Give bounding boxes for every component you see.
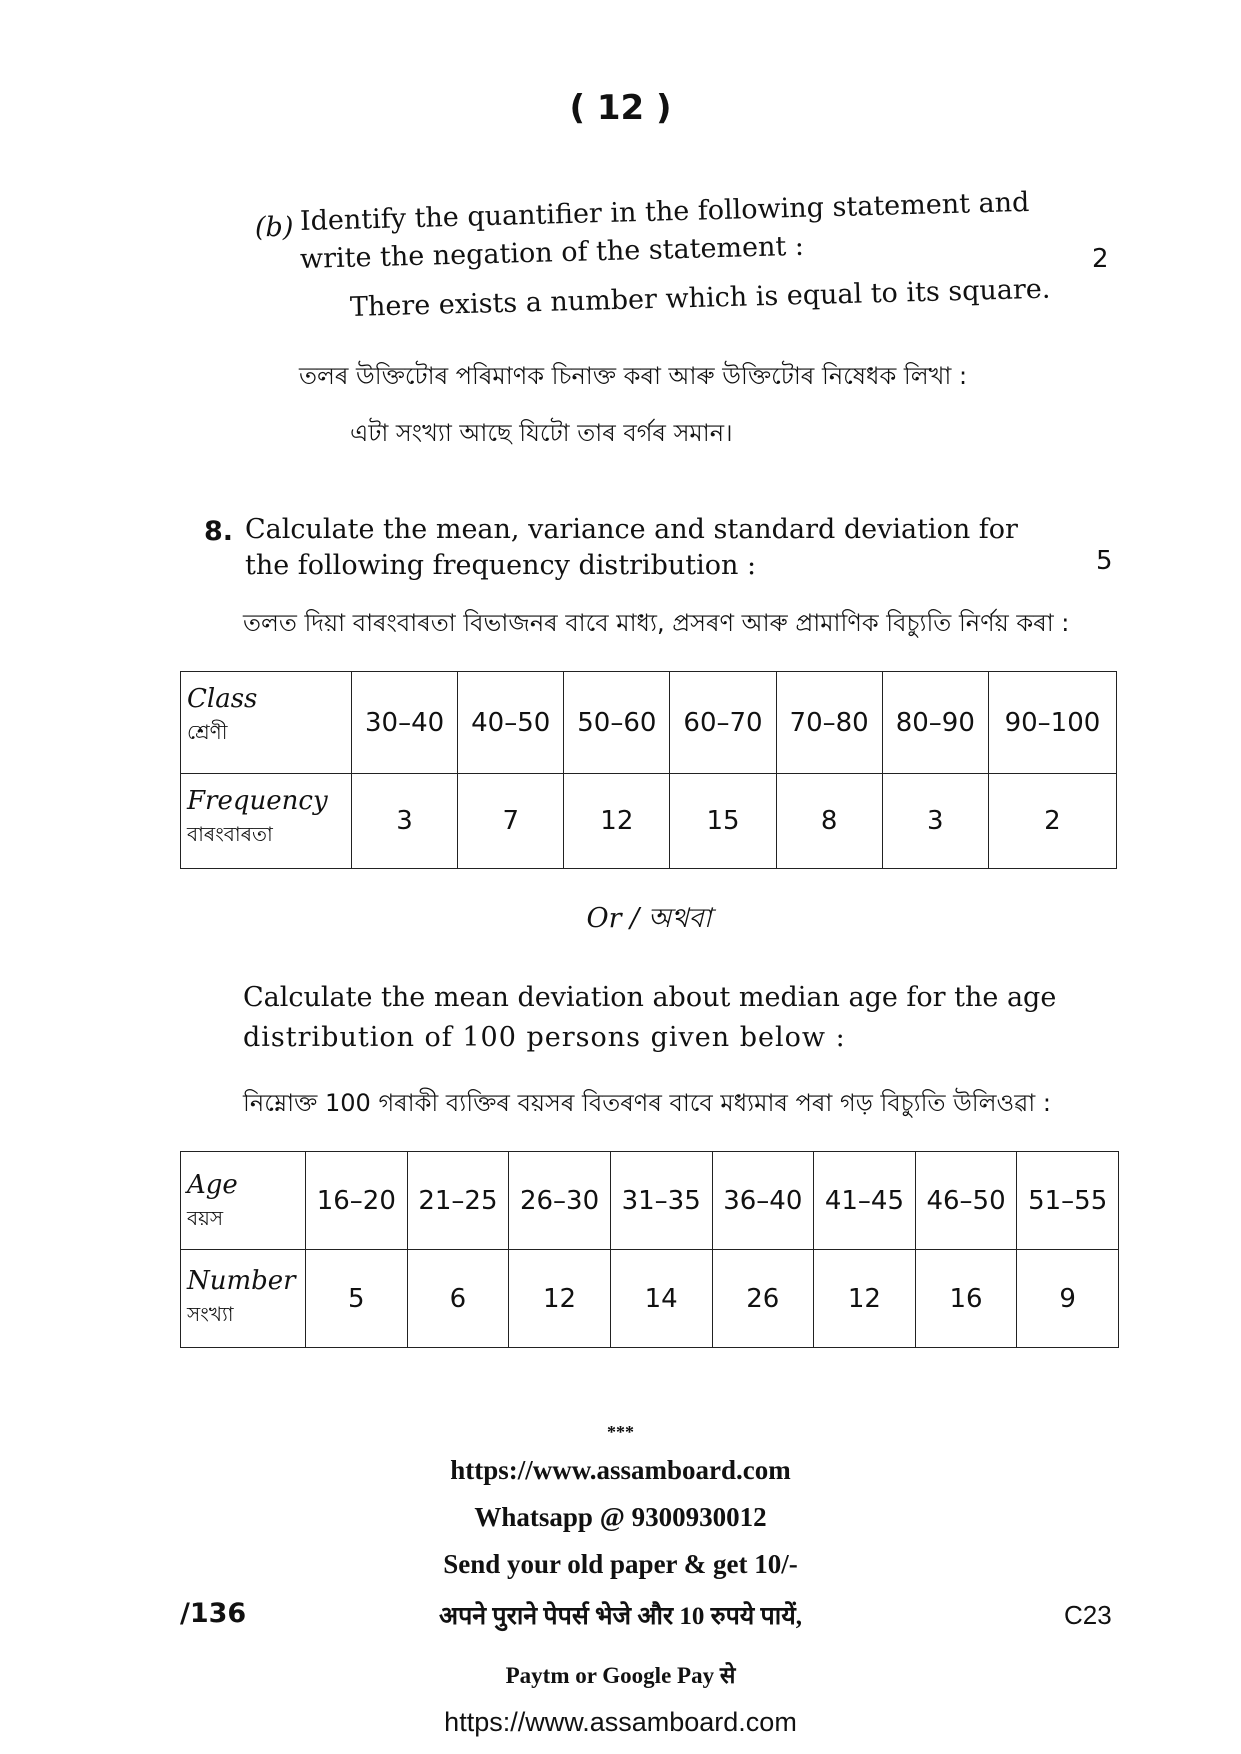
alt-assamese-question: নিম্নোক্ত 100 গৰাকী ব্যক্তিৰ বয়সৰ বিতৰণৰ বাবে মধ্যমাৰ পৰা গড় বিচ্যুতি উলিওৱা : [243, 1089, 1051, 1117]
question-text-line2: write the negation of the statement : [299, 230, 805, 275]
table-cell: 21–25 [407, 1152, 509, 1250]
table-cell: 26–30 [509, 1152, 611, 1250]
table-cell: 31–35 [610, 1152, 712, 1250]
table-cell: 30–40 [352, 672, 458, 774]
table-cell: 5 [306, 1250, 408, 1348]
row-header [181, 774, 352, 869]
table-cell: 2 [988, 774, 1116, 869]
whatsapp-contact: Whatsapp @ 9300930012 [474, 1502, 767, 1532]
question-text-line1: Calculate the mean, variance and standard deviation for [245, 514, 1018, 545]
table-cell: 70–80 [776, 672, 882, 774]
table-cell: 46–50 [915, 1152, 1017, 1250]
table-cell: 12 [564, 774, 670, 869]
table-cell: 50–60 [564, 672, 670, 774]
row-sublabel: সংখ্যা [187, 1302, 234, 1326]
question-text-line2: the following frequency distribution : [245, 550, 757, 581]
question-text-line1: Identify the quantifier in the following statement and [299, 186, 1030, 237]
row-sublabel: শ্ৰেণী [187, 720, 228, 744]
marks: 5 [1096, 546, 1113, 576]
table-cell: 40–50 [458, 672, 564, 774]
frequency-table [180, 671, 1117, 869]
payment-text: Paytm or Google Pay से [505, 1663, 736, 1688]
table-row [181, 1250, 1119, 1348]
row-sublabel: বাৰংবাৰতা [187, 822, 273, 846]
table-cell: 6 [407, 1250, 509, 1348]
question-number: 8. [204, 516, 234, 547]
table-cell: 80–90 [882, 672, 988, 774]
statement: There exists a number which is equal to its square. [349, 273, 1051, 323]
row-sublabel: বয়স [187, 1206, 224, 1230]
table-cell: 26 [712, 1250, 814, 1348]
table-row [181, 774, 1117, 869]
table-cell: 12 [814, 1250, 916, 1348]
question-label: (b) [255, 212, 294, 243]
table-cell: 15 [670, 774, 776, 869]
table-row [181, 672, 1117, 774]
assamese-statement: এটা সংখ্যা আছে যিটো তাৰ বৰ্গৰ সমান। [350, 419, 733, 447]
table-cell: 12 [509, 1250, 611, 1348]
table-cell: 90–100 [988, 672, 1116, 774]
hindi-offer-text: अपने पुराने पेपर्स भेजे और 10 रुपये पायें, [438, 1603, 802, 1630]
table-cell: 51–55 [1017, 1152, 1119, 1250]
website-link[interactable]: https://www.assamboard.com [450, 1455, 791, 1485]
paper-code-left: /136 [180, 1598, 247, 1629]
row-header [181, 1250, 306, 1348]
assamese-question: তলত দিয়া বাৰংবাৰতা বিভাজনৰ বাবে মাধ্য, প্ৰসৰণ আৰু প্ৰামাণিক বিচ্যুতি নিৰ্ণয় কৰা : [243, 609, 1070, 637]
table-cell: 7 [458, 774, 564, 869]
age-table [180, 1151, 1119, 1348]
page-number: ( 12 ) [569, 88, 672, 128]
table-cell: 41–45 [814, 1152, 916, 1250]
table-cell: 16–20 [306, 1152, 408, 1250]
row-label: Age [187, 1170, 238, 1200]
offer-text: Send your old paper & get 10/- [443, 1549, 798, 1579]
or-separator: Or / অথবা [586, 903, 712, 934]
row-label: Class [187, 684, 258, 714]
table-row [181, 1152, 1119, 1250]
row-header [181, 1152, 306, 1250]
website-link-bottom[interactable]: https://www.assamboard.com [444, 1707, 797, 1737]
table-cell: 9 [1017, 1250, 1119, 1348]
alt-question-line1: Calculate the mean deviation about median age for the age [243, 982, 1057, 1013]
row-label: Frequency [187, 786, 328, 816]
table-cell: 36–40 [712, 1152, 814, 1250]
table-cell: 3 [352, 774, 458, 869]
table-cell: 14 [610, 1250, 712, 1348]
paper-code-right: C23 [1064, 1600, 1112, 1630]
table-cell: 3 [882, 774, 988, 869]
alt-question-line2: distribution of 100 persons given below : [243, 1022, 846, 1053]
row-header [181, 672, 352, 774]
assamese-question: তলৰ উক্তিটোৰ পৰিমাণক চিনাক্ত কৰা আৰু উক্তিটোৰ নিষেধক লিখা : [299, 362, 968, 390]
table-cell: 16 [915, 1250, 1017, 1348]
table-cell: 60–70 [670, 672, 776, 774]
marks: 2 [1092, 244, 1109, 274]
row-label: Number [187, 1266, 296, 1296]
table-cell: 8 [776, 774, 882, 869]
end-stars: *** [607, 1422, 634, 1442]
